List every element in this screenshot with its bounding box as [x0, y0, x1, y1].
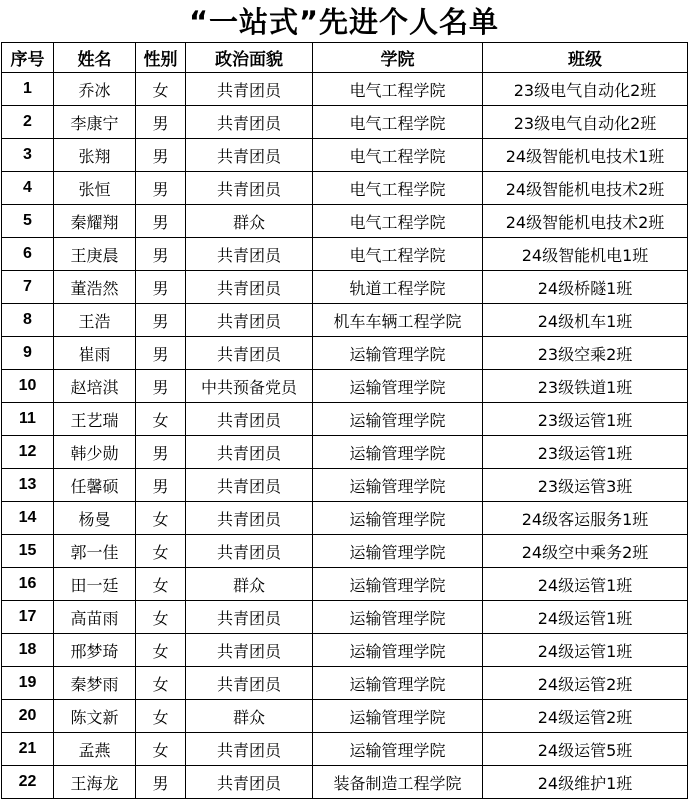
cell-class: 24级运管1班	[483, 634, 688, 667]
cell-class: 24级空中乘务2班	[483, 535, 688, 568]
cell-name: 韩少勋	[54, 436, 136, 469]
table-row	[2, 73, 688, 106]
cell-political-status: 共青团员	[186, 667, 313, 700]
cell-name: 郭一佳	[54, 535, 136, 568]
cell-college: 运输管理学院	[313, 337, 483, 370]
cell-political-status: 共青团员	[186, 337, 313, 370]
cell-name: 高苗雨	[54, 601, 136, 634]
cell-index: 21	[2, 733, 54, 766]
cell-class: 24级运管1班	[483, 568, 688, 601]
table-row	[2, 238, 688, 271]
cell-index: 15	[2, 535, 54, 568]
cell-college: 运输管理学院	[313, 568, 483, 601]
cell-gender: 男	[136, 106, 186, 139]
cell-index: 19	[2, 667, 54, 700]
cell-college: 运输管理学院	[313, 403, 483, 436]
cell-gender: 女	[136, 700, 186, 733]
cell-class: 24级运管5班	[483, 733, 688, 766]
cell-college: 运输管理学院	[313, 469, 483, 502]
table-row	[2, 172, 688, 205]
cell-index: 16	[2, 568, 54, 601]
cell-college: 轨道工程学院	[313, 271, 483, 304]
cell-college: 电气工程学院	[313, 106, 483, 139]
cell-index: 2	[2, 106, 54, 139]
cell-college: 运输管理学院	[313, 733, 483, 766]
table-row	[2, 766, 688, 799]
cell-index: 9	[2, 337, 54, 370]
cell-class: 24级运管2班	[483, 667, 688, 700]
cell-political-status: 中共预备党员	[186, 370, 313, 403]
cell-class: 24级智能机电技术2班	[483, 205, 688, 238]
header-gender: 性别	[136, 43, 186, 73]
cell-college: 装备制造工程学院	[313, 766, 483, 799]
cell-gender: 男	[136, 205, 186, 238]
cell-college: 电气工程学院	[313, 139, 483, 172]
cell-college: 运输管理学院	[313, 502, 483, 535]
cell-gender: 女	[136, 634, 186, 667]
cell-college: 电气工程学院	[313, 205, 483, 238]
cell-political-status: 共青团员	[186, 634, 313, 667]
table-row	[2, 106, 688, 139]
table-row	[2, 667, 688, 700]
cell-class: 24级机车1班	[483, 304, 688, 337]
table-row	[2, 601, 688, 634]
cell-name: 孟燕	[54, 733, 136, 766]
cell-name: 王艺瑞	[54, 403, 136, 436]
table-row	[2, 502, 688, 535]
cell-index: 8	[2, 304, 54, 337]
cell-college: 电气工程学院	[313, 238, 483, 271]
cell-name: 乔冰	[54, 73, 136, 106]
cell-gender: 女	[136, 568, 186, 601]
cell-class: 24级智能机电技术2班	[483, 172, 688, 205]
cell-index: 20	[2, 700, 54, 733]
cell-political-status: 共青团员	[186, 73, 313, 106]
cell-index: 5	[2, 205, 54, 238]
header-name: 姓名	[54, 43, 136, 73]
cell-gender: 男	[136, 172, 186, 205]
table-row	[2, 205, 688, 238]
cell-name: 田一廷	[54, 568, 136, 601]
cell-name: 董浩然	[54, 271, 136, 304]
cell-gender: 男	[136, 304, 186, 337]
cell-political-status: 共青团员	[186, 106, 313, 139]
cell-political-status: 共青团员	[186, 238, 313, 271]
cell-college: 电气工程学院	[313, 172, 483, 205]
cell-college: 运输管理学院	[313, 436, 483, 469]
cell-name: 王海龙	[54, 766, 136, 799]
cell-gender: 女	[136, 502, 186, 535]
cell-index: 22	[2, 766, 54, 799]
table-row	[2, 634, 688, 667]
table-row	[2, 436, 688, 469]
cell-name: 秦梦雨	[54, 667, 136, 700]
table-row	[2, 370, 688, 403]
cell-gender: 女	[136, 403, 186, 436]
cell-index: 6	[2, 238, 54, 271]
cell-name: 王庚晨	[54, 238, 136, 271]
cell-gender: 男	[136, 337, 186, 370]
cell-class: 23级电气自动化2班	[483, 106, 688, 139]
cell-name: 邢梦琦	[54, 634, 136, 667]
cell-gender: 男	[136, 271, 186, 304]
cell-index: 14	[2, 502, 54, 535]
cell-gender: 男	[136, 766, 186, 799]
cell-political-status: 共青团员	[186, 601, 313, 634]
cell-index: 18	[2, 634, 54, 667]
cell-index: 13	[2, 469, 54, 502]
cell-name: 李康宁	[54, 106, 136, 139]
cell-index: 4	[2, 172, 54, 205]
cell-class: 23级铁道1班	[483, 370, 688, 403]
table-row	[2, 535, 688, 568]
cell-college: 运输管理学院	[313, 601, 483, 634]
header-college: 学院	[313, 43, 483, 73]
cell-name: 张翔	[54, 139, 136, 172]
cell-class: 24级运管1班	[483, 601, 688, 634]
table-row	[2, 568, 688, 601]
table-row	[2, 139, 688, 172]
cell-gender: 女	[136, 535, 186, 568]
cell-index: 1	[2, 73, 54, 106]
cell-political-status: 群众	[186, 205, 313, 238]
cell-class: 24级维护1班	[483, 766, 688, 799]
cell-class: 24级桥隧1班	[483, 271, 688, 304]
cell-index: 3	[2, 139, 54, 172]
cell-name: 秦耀翔	[54, 205, 136, 238]
cell-gender: 男	[136, 139, 186, 172]
cell-political-status: 共青团员	[186, 403, 313, 436]
table-row	[2, 469, 688, 502]
table-row	[2, 304, 688, 337]
cell-political-status: 共青团员	[186, 304, 313, 337]
cell-college: 运输管理学院	[313, 535, 483, 568]
cell-name: 赵培淇	[54, 370, 136, 403]
cell-college: 电气工程学院	[313, 73, 483, 106]
header-political-status: 政治面貌	[186, 43, 313, 73]
table-row	[2, 733, 688, 766]
cell-political-status: 群众	[186, 700, 313, 733]
cell-gender: 男	[136, 469, 186, 502]
cell-gender: 女	[136, 733, 186, 766]
cell-political-status: 共青团员	[186, 469, 313, 502]
cell-political-status: 共青团员	[186, 766, 313, 799]
cell-political-status: 共青团员	[186, 139, 313, 172]
cell-name: 张恒	[54, 172, 136, 205]
cell-name: 崔雨	[54, 337, 136, 370]
cell-gender: 男	[136, 436, 186, 469]
cell-college: 运输管理学院	[313, 667, 483, 700]
table-row	[2, 700, 688, 733]
cell-gender: 男	[136, 238, 186, 271]
cell-index: 7	[2, 271, 54, 304]
cell-political-status: 群众	[186, 568, 313, 601]
table-row	[2, 403, 688, 436]
cell-class: 24级智能机电技术1班	[483, 139, 688, 172]
cell-class: 24级客运服务1班	[483, 502, 688, 535]
cell-index: 11	[2, 403, 54, 436]
cell-college: 运输管理学院	[313, 700, 483, 733]
cell-gender: 男	[136, 370, 186, 403]
cell-political-status: 共青团员	[186, 535, 313, 568]
cell-political-status: 共青团员	[186, 436, 313, 469]
header-row	[2, 43, 688, 73]
cell-college: 运输管理学院	[313, 634, 483, 667]
table-row	[2, 337, 688, 370]
cell-political-status: 共青团员	[186, 172, 313, 205]
cell-class: 23级空乘2班	[483, 337, 688, 370]
cell-class: 23级运管3班	[483, 469, 688, 502]
cell-index: 12	[2, 436, 54, 469]
cell-gender: 女	[136, 73, 186, 106]
header-class: 班级	[483, 43, 688, 73]
cell-college: 运输管理学院	[313, 370, 483, 403]
cell-index: 17	[2, 601, 54, 634]
cell-class: 24级智能机电1班	[483, 238, 688, 271]
cell-gender: 女	[136, 601, 186, 634]
table-row	[2, 271, 688, 304]
cell-class: 24级运管2班	[483, 700, 688, 733]
cell-gender: 女	[136, 667, 186, 700]
page-title: “一站式”先进个人名单	[188, 5, 500, 39]
cell-name: 王浩	[54, 304, 136, 337]
cell-index: 10	[2, 370, 54, 403]
cell-class: 23级电气自动化2班	[483, 73, 688, 106]
cell-political-status: 共青团员	[186, 271, 313, 304]
cell-political-status: 共青团员	[186, 502, 313, 535]
cell-class: 23级运管1班	[483, 403, 688, 436]
cell-name: 任馨硕	[54, 469, 136, 502]
cell-name: 陈文新	[54, 700, 136, 733]
cell-college: 机车车辆工程学院	[313, 304, 483, 337]
roster-table	[1, 42, 688, 799]
cell-political-status: 共青团员	[186, 733, 313, 766]
cell-name: 杨曼	[54, 502, 136, 535]
cell-class: 23级运管1班	[483, 436, 688, 469]
header-index: 序号	[2, 43, 54, 73]
